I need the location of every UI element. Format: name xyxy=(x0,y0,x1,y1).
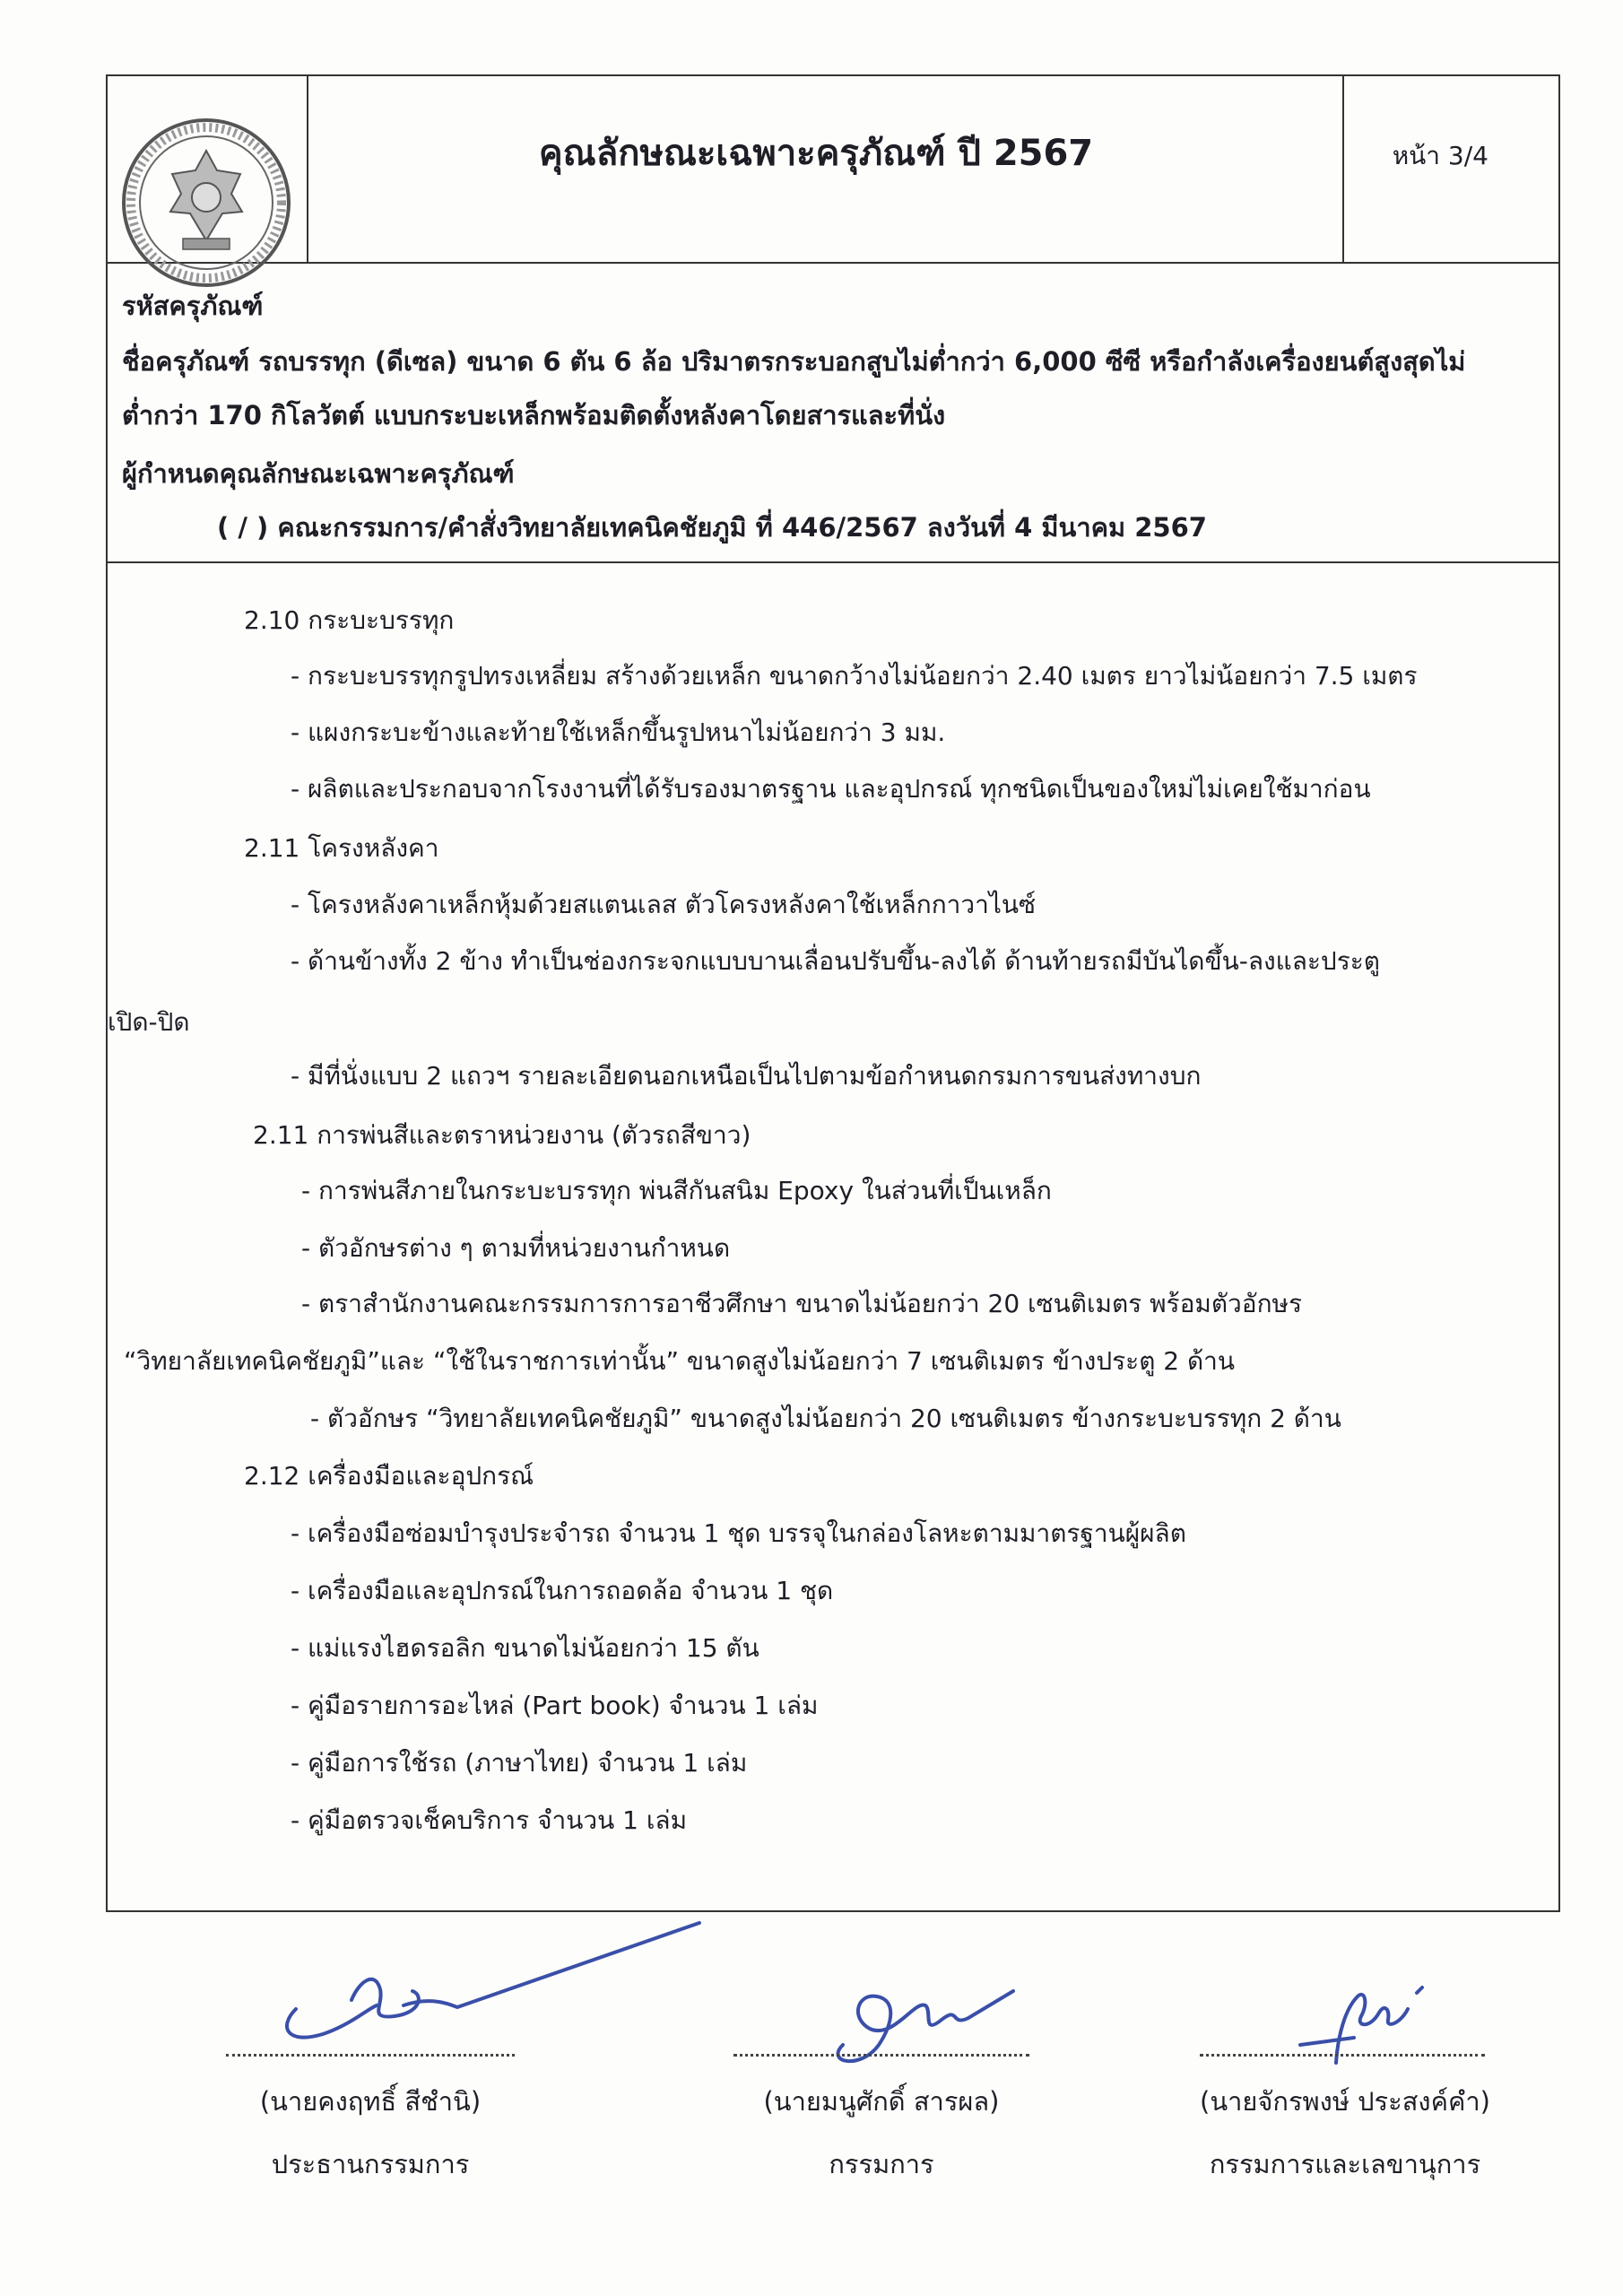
vec-seal-icon xyxy=(118,115,294,291)
asset-code-label: รหัสครุภัณฑ์ xyxy=(122,291,264,321)
list-item: - คู่มือตรวจเช็คบริการ จำนวน 1 เล่ม xyxy=(291,1805,688,1835)
page-number: หน้า 3/4 xyxy=(1392,141,1488,170)
list-item: - แม่แรงไฮดรอลิก ขนาดไม่น้อยกว่า 15 ตัน xyxy=(291,1633,759,1663)
spec-by-label: ผู้กำหนดคุณลักษณะเฉพาะครุภัณฑ์ xyxy=(122,458,515,489)
signer-3-name: (นายจักรพงษ์ ประสงค์คำ) xyxy=(1200,2086,1490,2117)
signer-1-name: (นายคงฤทธิ์ สีชำนิ) xyxy=(259,2086,482,2117)
section-2-10-title: 2.10 กระบะบรรทุก xyxy=(244,605,455,635)
signer-3-role: กรรมการและเลขานุการ xyxy=(1209,2149,1481,2179)
list-item: - ผลิตและประกอบจากโรงงานที่ได้รับรองมาตรฐาน และอุปกรณ์ ทุกชนิดเป็นของใหม่ไม่เคยใช้มาก่อน xyxy=(291,774,1371,804)
signer-2-name: (นายมนูศักดิ์ สารผล) xyxy=(763,2086,1000,2117)
list-item: - เครื่องมือและอุปกรณ์ในการถอดล้อ จำนวน 1 ชุด xyxy=(291,1576,834,1605)
list-item: - โครงหลังคาเหล็กหุ้มด้วยสแตนเลส ตัวโครงหลังคาใช้เหล็กกาวาไนซ์ xyxy=(291,890,1037,919)
list-item: - มีที่นั่งแบบ 2 แถวฯ รายละเอียดนอกเหนือเป็นไปตามข้อกำหนดกรมการขนส่งทางบก xyxy=(291,1061,1202,1091)
list-item: - คู่มือการใช้รถ (ภาษาไทย) จำนวน 1 เล่ม xyxy=(291,1748,748,1778)
signer-1-role: ประธานกรรมการ xyxy=(271,2149,470,2179)
document-title: คุณลักษณะเฉพาะครุภัณฑ์ ปี 2567 xyxy=(538,133,1094,174)
list-item: - คู่มือรายการอะไหล่ (Part book) จำนวน 1 เล่ม xyxy=(291,1691,819,1720)
list-item: - การพ่นสีภายในกระบะบรรทุก พ่นสีกันสนิม Epoxy ในส่วนที่เป็นเหล็ก xyxy=(301,1176,1052,1205)
committee-line: ( / ) คณะกรรมการ/คำสั่งวิทยาลัยเทคนิคชัยภูมิ ที่ 446/2567 ลงวันที่ 4 มีนาคม 2567 xyxy=(217,512,1207,543)
list-item: - ด้านข้างทั้ง 2 ข้าง ทำเป็นช่องกระจกแบบบานเลื่อนปรับขึ้น-ลงได้ ด้านท้ายรถมีบันไดขึ้น-ลงและประตู xyxy=(291,946,1380,976)
signer-2-role: กรรมการ xyxy=(829,2149,934,2179)
asset-name-line-1: ชื่อครุภัณฑ์ รถบรรทุก (ดีเซล) ขนาด 6 ตัน 6 ล้อ ปริมาตรกระบอกสูบไม่ต่ำกว่า 6,000 ซีซี หรือกำลังเครื่องยนต์สูงสุดไม่ xyxy=(122,346,1466,377)
list-item: - เครื่องมือซ่อมบำรุงประจำรถ จำนวน 1 ชุด บรรจุในกล่องโลหะตามมาตรฐานผู้ผลิต xyxy=(291,1518,1186,1548)
signature-line-1 xyxy=(226,2054,515,2057)
list-item-continuation: “วิทยาลัยเทคนิคชัยภูมิ”และ “ใช้ในราชการเท่านั้น” ขนาดสูงไม่น้อยกว่า 7 เซนติเมตร ข้างประตู 2 ด้าน xyxy=(124,1346,1236,1376)
list-item: - ตราสำนักงานคณะกรรมการการอาชีวศึกษา ขนาดไม่น้อยกว่า 20 เซนติเมตร พร้อมตัวอักษร xyxy=(301,1289,1303,1318)
asset-name-line-2: ต่ำกว่า 170 กิโลวัตต์ แบบกระบะเหล็กพร้อมติดตั้งหลังคาโดยสารและที่นั่ง xyxy=(122,400,946,430)
list-item: - ตัวอักษร “วิทยาลัยเทคนิคชัยภูมิ” ขนาดสูงไม่น้อยกว่า 20 เซนติเมตร ข้างกระบะบรรทุก 2 ด้าน xyxy=(310,1404,1341,1433)
list-item: - กระบะบรรทุกรูปทรงเหลี่ยม สร้างด้วยเหล็ก ขนาดกว้างไม่น้อยกว่า 2.40 เมตร ยาวไม่น้อยกว่า 7.5 เมตร xyxy=(291,661,1418,691)
signature-3-icon xyxy=(1282,1973,1444,2072)
signature-1-icon xyxy=(269,1919,735,2054)
signature-line-2 xyxy=(733,2054,1029,2057)
signature-line-3 xyxy=(1200,2054,1485,2057)
section-2-11-roof-title: 2.11 โครงหลังคา xyxy=(244,833,439,863)
list-item-continuation: เปิด-ปิด xyxy=(108,1007,190,1037)
list-item: - แผงกระบะข้างและท้ายใช้เหล็กขึ้นรูปหนาไม่น้อยกว่า 3 มม. xyxy=(291,718,946,747)
section-2-11-paint-title: 2.11 การพ่นสีและตราหน่วยงาน (ตัวรถสีขาว) xyxy=(253,1120,751,1150)
page-divider xyxy=(1342,75,1344,263)
section-2-12-title: 2.12 เครื่องมือและอุปกรณ์ xyxy=(244,1461,534,1491)
header-divider xyxy=(107,262,1559,264)
list-item: - ตัวอักษรต่าง ๆ ตามที่หน่วยงานกำหนด xyxy=(301,1233,731,1263)
